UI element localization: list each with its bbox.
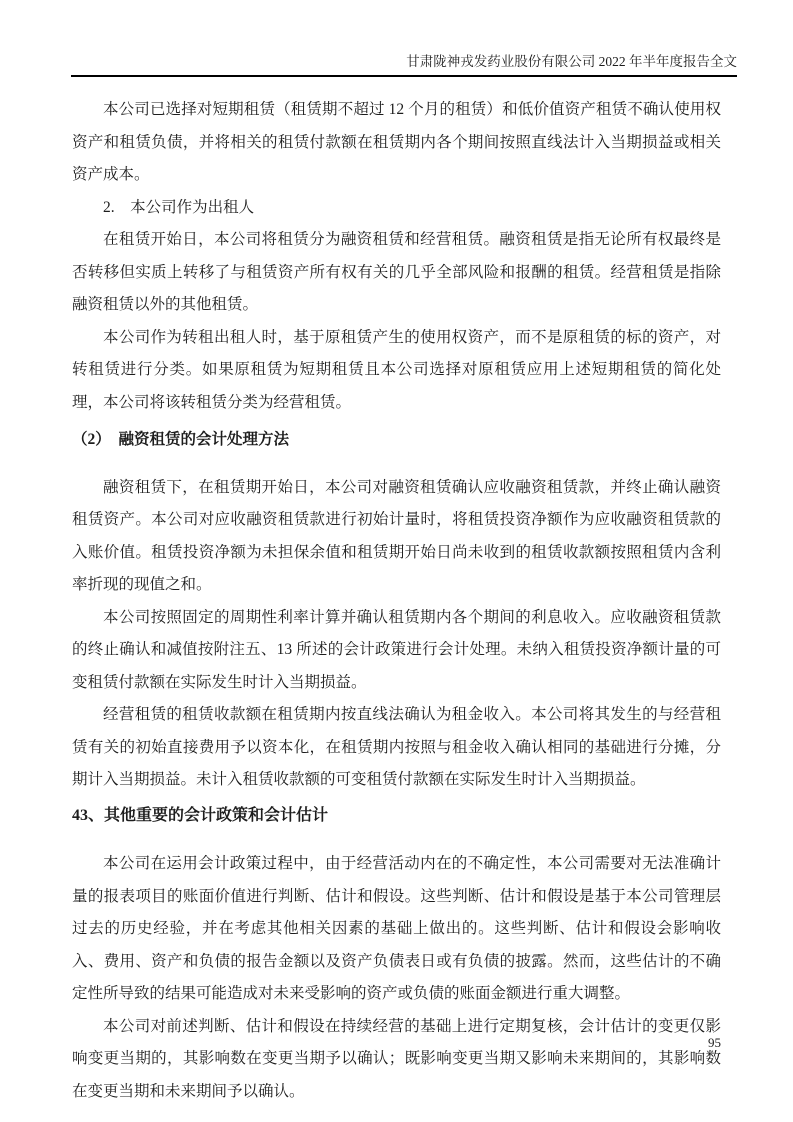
paragraph-periodic-review: 本公司对前述判断、估计和假设在持续经营的基础上进行定期复核，会计估计的变更仅影响变更当期的，其影响数在变更当期予以确认；既影响变更当期又影响未来期间的，其影响数在变更当期和未来期间予以确认。 [72,1017,721,1100]
list-item-lessor: 2. 本公司作为出租人 [103,198,255,216]
header-divider-rule [71,75,737,77]
page-header-title: 甘肃陇神戎发药业股份有限公司 2022 年半年度报告全文 [406,54,737,69]
page-number: 95 [708,1035,721,1050]
section-heading-other-policies: 43、其他重要的会计政策和会计估计 [72,806,329,824]
section-heading-finance-lease-method: （2） 融资租赁的会计处理方法 [72,431,290,448]
document-body [72,94,721,1108]
paragraph-interest-income: 本公司按照固定的周期性利率计算并确认租赁期内各个期间的利息收入。应收融资租赁款的终止确认和减值按附注五、13 所述的会计政策进行会计处理。未纳入租赁投资净额计量的可变租赁付款额在实际发生时计入当期损益。 [72,608,721,691]
paragraph-sublease: 本公司作为转租出租人时，基于原租赁产生的使用权资产，而不是原租赁的标的资产，对转租赁进行分类。如果原租赁为短期租赁且本公司选择对原租赁应用上述短期租赁的简化处理，本公司将该转租赁分类为经营租赁。 [72,328,721,411]
paragraph-operating-lease-income: 经营租赁的租赁收款额在租赁期内按直线法确认为租金收入。本公司将其发生的与经营租赁有关的初始直接费用予以资本化，在租赁期内按照与租金收入确认相同的基础进行分摊，分期计入当期损益。未计入租赁收款额的可变租赁付款额在实际发生时计入当期损益。 [72,706,721,788]
paragraph-lease-classification: 在租赁开始日，本公司将租赁分为融资租赁和经营租赁。融资租赁是指无论所有权最终是否转移但实质上转移了与租赁资产所有权有关的几乎全部风险和报酬的租赁。经营租赁是指除融资租赁以外的其他租赁。 [72,231,721,313]
paragraph-short-term-lease: 本公司已选择对短期租赁（租赁期不超过 12 个月的租赁）和低价值资产租赁不确认使用权资产和租赁负债，并将相关的租赁付款额在租赁期内各个期间按照直线法计入当期损益或相关资产成本。 [72,101,721,183]
paragraph-finance-lease-initial: 融资租赁下，在租赁期开始日，本公司对融资租赁确认应收融资租赁款，并终止确认融资租赁资产。本公司对应收融资租赁款进行初始计量时，将租赁投资净额作为应收融资租赁款的入账价值。租赁投资净额为未担保余值和租赁期开始日尚未收到的租赁收款额按照租赁内含利率折现的现值之和。 [72,478,721,593]
paragraph-judgement-estimates: 本公司在运用会计政策过程中，由于经营活动内在的不确定性，本公司需要对无法准确计量的报表项目的账面价值进行判断、估计和假设。这些判断、估计和假设是基于本公司管理层过去的历史经验，并在考虑其他相关因素的基础上做出的。这些判断、估计和假设会影响收入、费用、资产和负债的报告金额以及资产负债表日或有负债的披露。然而，这些估计的不确定性所导致的结果可能造成对未来受影响的资产或负债的账面金额进行重大调整。 [72,855,721,1002]
